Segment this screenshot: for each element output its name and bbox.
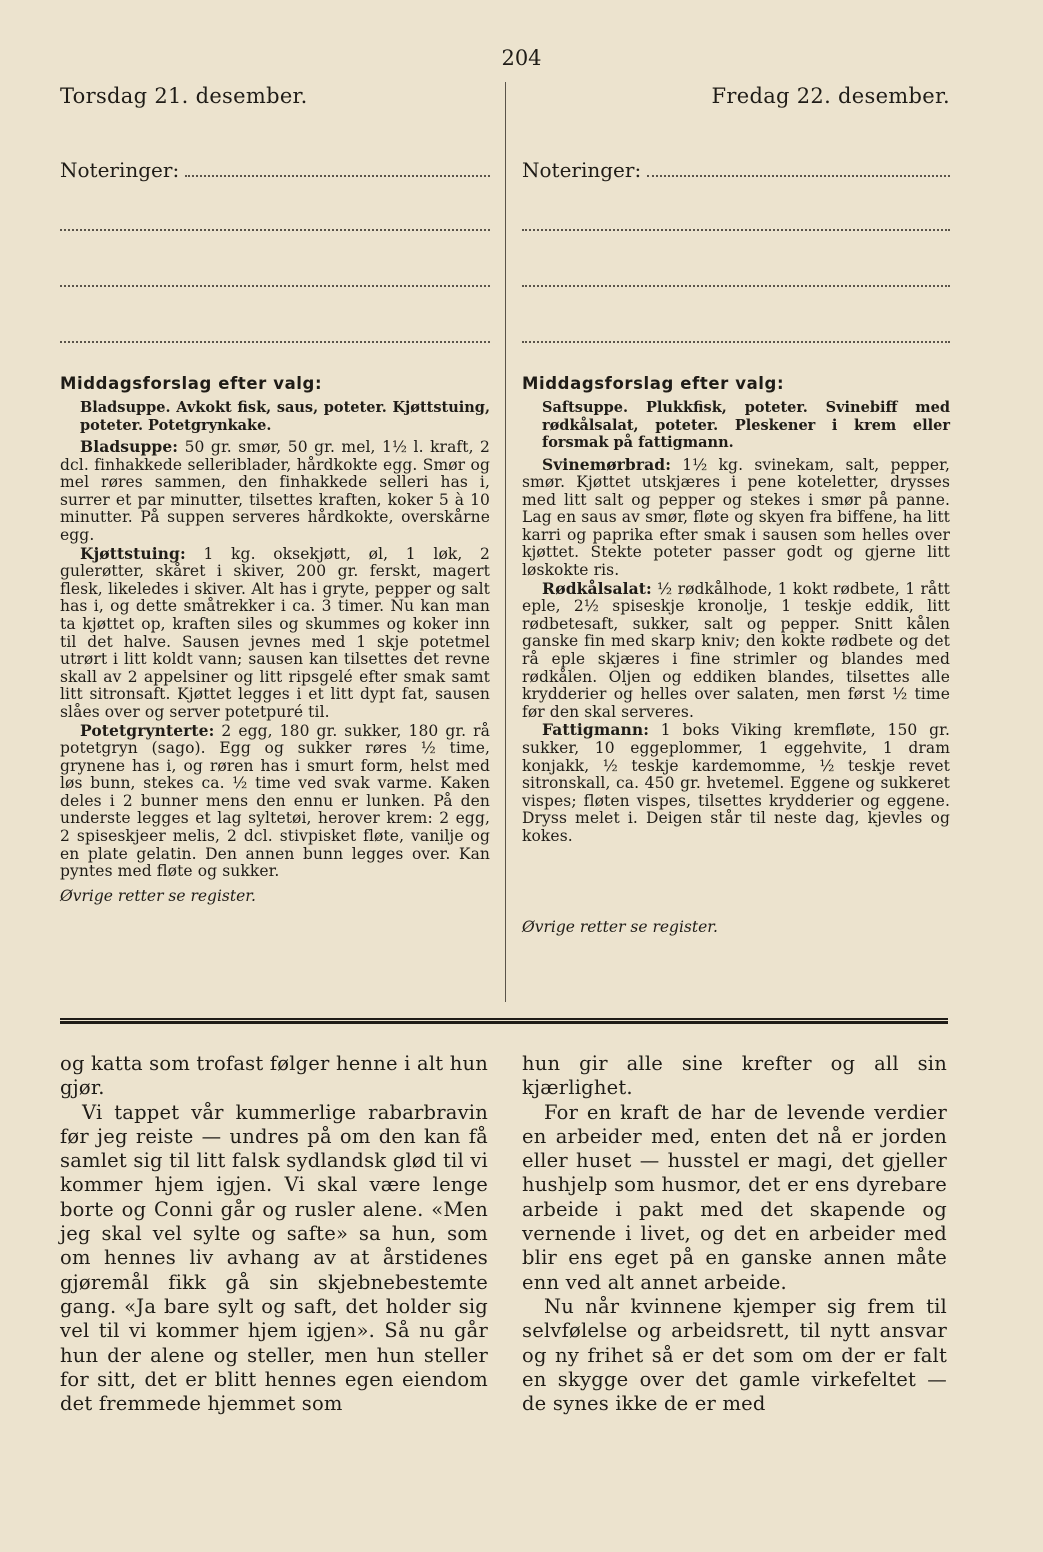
menu-dishes: Saftsuppe. Plukkfisk, poteter. Svinebiff med rødkålsalat, poteter. Pleskener i krem eller forsmak på fattigmann. <box>542 399 950 451</box>
menu-friday <box>522 374 950 936</box>
notes-section <box>522 158 950 343</box>
more-recipes-note: Øvrige retter se register. <box>60 886 256 905</box>
recipe-name: Bladsuppe: <box>80 437 179 456</box>
story-right-column <box>522 1052 947 1416</box>
notes-section <box>60 158 490 343</box>
day-column-thursday <box>60 84 490 343</box>
menu-thursday <box>60 374 490 905</box>
notes-dotted-line <box>647 175 950 177</box>
recipe-name: Rødkålsalat: <box>542 578 652 598</box>
notes-dotted-line <box>522 228 950 231</box>
day-heading: Torsdag 21. desember. <box>60 84 308 108</box>
page-number: 204 <box>501 46 542 70</box>
notes-dotted-line <box>522 284 950 287</box>
story-paragraph: hun gir alle sine krefter og all sin kjærlighet. <box>522 1052 947 1100</box>
recipe-text: 1½ kg. svinekam, salt, pepper, smør. Kjøttet utskjæres i pene koteletter, drysses med litt salt og pepper og stekes i smør på panne. Lag en saus av smør, fløte og skyen fra biffene, ha litt karri og paprika efter smak i sausen som helles over kjøttet. Stekte poteter passer godt og gjerne litt løskokte ris. <box>522 455 950 580</box>
recipe-paragraph <box>522 580 950 722</box>
notes-dotted-line <box>185 175 490 177</box>
recipe-paragraph <box>522 456 950 580</box>
story-left-column <box>60 1052 488 1416</box>
story-paragraph: Nu når kvinnene kjemper sig frem til selvfølelse og arbeidsrett, til nytt ansvar og ny frihet så er det som om der er falt en skygge over det gamle virkefeltet — de synes ikke de er med <box>522 1294 947 1416</box>
story-paragraph: og katta som trofast følger henne i alt hun gjør. <box>60 1052 488 1100</box>
recipe-name: Kjøttstuing: <box>80 543 186 563</box>
recipe-text: 1 boks Viking kremfløte, 150 gr. sukker, 10 eggeplommer, 1 eggehvite, 1 dram konjakk, ½ teskje kardemomme, ½ teskje revet sitronskall, ca. 450 gr. hvetemel. Eggene og sukkeret vispes; fløten vispes, tilsettes krydderier og eggene. Dryss melet i. Deigen står til neste dag, kjevles og kokes. <box>522 721 950 845</box>
column-divider <box>505 82 506 1002</box>
recipe-name: Fattigmann: <box>542 720 650 740</box>
recipe-paragraph <box>60 722 490 881</box>
recipe-text: ½ rødkålhode, 1 kokt rødbete, 1 rått eple, 2½ spiseskje kronolje, 1 teskje eddik, litt rødbetesaft, sukker, salt og pepper. Snitt kålen ganske fin med skarp kniv; den kokte rødbete og det rå eple skjæres i fine strimler og blandes med rødkålen. Oljen og eddiken blandes, tilsettes alle krydderier og helles over salaten, men først ½ time før den skal serveres. <box>522 579 950 721</box>
notes-dotted-line <box>522 340 950 343</box>
recipe-paragraph <box>522 721 950 845</box>
recipe-name: Svinemørbrad: <box>542 454 672 474</box>
day-column-friday <box>522 84 950 343</box>
recipe-text: 1 kg. oksekjøtt, øl, 1 løk, 2 gulerøtter, skåret i skiver, 200 gr. ferskt, magert flesk, likeledes i skiver. Alt has i gryte, pepper og salt has i, og dette småtrekker i ca. 3 timer. Nu kan man ta kjøttet op, kraften siles og skummes og koker inn til det halve. Sausen jevnes med 1 skje potetmel utrørt i litt koldt vann; sausen kan tilsettes det revne skall av 2 appelsiner og litt ripsgelé efter smak samt litt sitronsaft. Kjøttet legges i et litt dypt fat, sausen slåes over og server potetpuré til. <box>60 544 490 721</box>
more-recipes-note: Øvrige retter se register. <box>522 917 718 936</box>
story-paragraph: Vi tappet vår kummerlige rabarbravin før jeg reiste — undres på om den kan få samlet sig til litt falsk sydlandsk glød til vi kommer hjem igjen. Vi skal være lenge borte og Conni går og rusler alene. «Men jeg skal vel sylte og safte» sa hun, som om hennes liv avhang av at årstidenes gjøremål fikk gå sin skjebnebestemte gang. «Ja bare sylt og saft, det holder sig vel til vi kommer hjem igjen». Så nu går hun der alene og steller, men hun steller for sitt, det er blitt hennes egen eiendom det fremmede hjemmet som <box>60 1100 488 1416</box>
notes-label: Noteringer: <box>522 158 642 182</box>
notes-dotted-line <box>60 284 490 287</box>
menu-heading: Middagsforslag efter valg: <box>522 374 785 393</box>
section-rule <box>60 1018 948 1024</box>
notes-label: Noteringer: <box>60 158 180 182</box>
recipe-paragraph <box>60 545 490 722</box>
story-paragraph: For en kraft de har de levende verdier en arbeider med, enten det nå er jorden eller huset — husstel er magi, det gjeller hushjelp som husmor, det er ens dyrebare arbeide i pakt med det skapende og vernende i livet, og det en arbeider med blir ens eget på en ganske annen måte enn ved alt annet arbeide. <box>522 1100 947 1294</box>
menu-dishes: Bladsuppe. Avkokt fisk, saus, poteter. Kjøttstuing, poteter. Potetgrynkake. <box>80 399 490 434</box>
recipe-text: 2 egg, 180 gr. sukker, 180 gr. rå potetgryn (sago). Egg og sukker røres ½ time, grynene has i, og røren has i smurt form, helst med løs bunn, stekes ca. ½ time ved svak varme. Kaken deles i 2 bunner mens den ennu er lunken. På den underste legges et lag syltetøi, herover krem: 2 egg, 2 spiseskjeer melis, 2 dcl. stivpisket fløte, vanilje og en plate gelatin. Den annen bunn legges over. Kan pyntes med fløte og sukker. <box>60 721 490 881</box>
recipe-text: 50 gr. smør, 50 gr. mel, 1½ l. kraft, 2 dcl. finhakkede selleriblader, hårdkokte egg. Smør og mel røres sammen, den finhakkede selleri has i, surrer et par minutter, tilsettes kraften, koker 5 à 10 minutter. På suppen serveres hårdkokte, overskårne egg. <box>60 438 490 544</box>
recipe-name: Potetgrynterte: <box>80 720 215 740</box>
notes-dotted-line <box>60 228 490 231</box>
notes-dotted-line <box>60 340 490 343</box>
day-heading: Fredag 22. desember. <box>711 84 950 108</box>
recipe-paragraph <box>60 438 490 545</box>
menu-heading: Middagsforslag efter valg: <box>60 374 323 393</box>
